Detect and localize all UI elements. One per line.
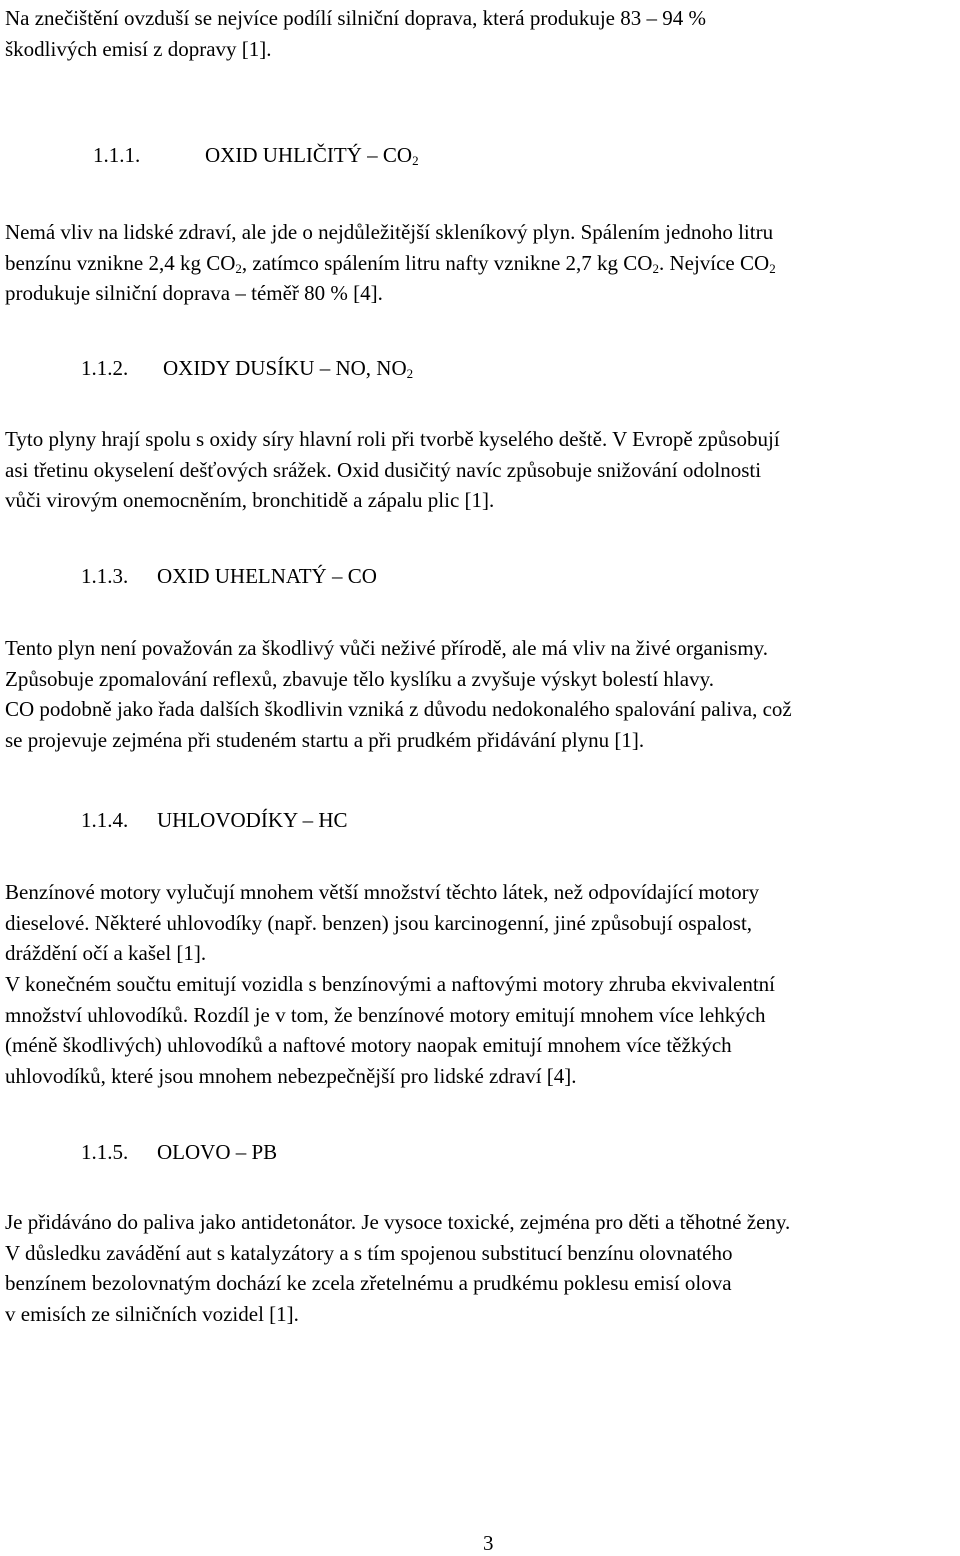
text-line: Tyto plyny hrají spolu s oxidy síry hlavní roli při tvorbě kyselého deště. V Evropě způsobují (5, 427, 780, 451)
text-line: dieselové. Některé uhlovodíky (např. benzen) jsou karcinogenní, jiné způsobují ospalost, (5, 910, 753, 935)
text-line: V konečném součtu emitují vozidla s benzínovými a naftovými motory zhruba ekvivalentní (5, 972, 776, 996)
text-line: Na znečištění ovzduší se nejvíce podílí silniční doprava, která produkuje 83 – 94 % (5, 6, 706, 30)
subscript: 2 (652, 260, 659, 276)
section-heading-co2 (93, 140, 419, 170)
section-paragraph-co (5, 633, 958, 755)
subscript: 2 (412, 153, 419, 168)
section-paragraph-nox (5, 424, 958, 516)
section-number: 1.1.4. (81, 808, 129, 832)
text-line: v emisích ze silničních vozidel [1]. (5, 1301, 299, 1326)
document-page (5, 0, 958, 1556)
section-heading-pb (81, 1137, 277, 1167)
text-line: CO podobně jako řada dalších škodlivin vzniká z důvodu nedokonalého spalování paliva, což (5, 697, 792, 721)
intro-paragraph (5, 3, 958, 64)
text-line: Nemá vliv na lidské zdraví, ale jde o nejdůležitější skleníkový plyn. Spálením jednoho litru (5, 220, 774, 244)
text-line: vůči virovým onemocněním, bronchitidě a zápalu plic [1]. (5, 488, 495, 512)
section-title: UHLOVODÍKY – HC (157, 808, 348, 832)
subscript: 2 (769, 260, 776, 276)
text-line: benzínem bezolovnatým dochází ke zcela zřetelnému a prudkému poklesu emisí olova (5, 1271, 732, 1295)
section-title: OLOVO – PB (157, 1140, 278, 1164)
section-heading-hc (81, 805, 348, 835)
text-line: škodlivých emisí z dopravy [1]. (5, 36, 272, 61)
page-number: 3 (483, 1531, 494, 1555)
text-line: Tento plyn není považován za škodlivý vůči neživé přírodě, ale má vliv na živé organismy. (5, 636, 769, 660)
text-line: Benzínové motory vylučují mnohem větší množství těchto látek, než odpovídající motory (5, 880, 760, 904)
text-line: V důsledku zavádění aut s katalyzátory a s tím spojenou substitucí benzínu olovnatého (5, 1240, 733, 1265)
section-title: OXID UHELNATÝ – CO (157, 564, 377, 588)
text-run: , zatímco spálením litru nafty vznikne 2,7 kg CO (241, 250, 653, 275)
section-paragraph-hc-2 (5, 969, 958, 1091)
text-line: Je přidáváno do paliva jako antidetonátor. Je vysoce toxické, zejména pro děti a těhotné ženy. (5, 1210, 791, 1234)
section-paragraph-hc (5, 877, 958, 969)
subscript: 2 (406, 366, 414, 381)
section-number: 1.1.1. (93, 143, 141, 167)
section-paragraph-co2 (5, 217, 958, 309)
text-line: množství uhlovodíků. Rozdíl je v tom, že benzínové motory emitují mnohem více lehkých (5, 1002, 766, 1027)
section-number: 1.1.3. (81, 564, 129, 588)
section-title: OXIDY DUSÍKU – NO, NO (163, 356, 407, 380)
subscript: 2 (235, 260, 242, 276)
text-line: dráždění očí a kašel [1]. (5, 941, 207, 965)
section-number: 1.1.2. (81, 356, 129, 380)
section-number: 1.1.5. (81, 1140, 129, 1164)
text-line: se projevuje zejména při studeném startu a při prudkém přidávání plynu [1]. (5, 727, 645, 752)
section-title: OXID UHLIČITÝ – CO (205, 143, 413, 167)
text-line: produkuje silniční doprava – téměř 80 % [4]. (5, 281, 383, 305)
text-run: benzínu vznikne 2,4 kg CO (5, 250, 236, 275)
section-paragraph-pb (5, 1207, 958, 1329)
text-line: (méně škodlivých) uhlovodíků a naftové motory naopak emitují mnohem více těžkých (5, 1033, 732, 1057)
text-line: asi třetinu okyselení dešťových srážek. Oxid dusičitý navíc způsobuje snižování odolnosti (5, 457, 762, 482)
section-heading-co (81, 561, 377, 591)
text-line: uhlovodíků, které jsou mnohem nebezpečnější pro lidské zdraví [4]. (5, 1063, 577, 1088)
text-run: . Nejvíce CO (658, 250, 770, 275)
section-heading-nox (81, 353, 413, 383)
text-line: Způsobuje zpomalování reflexů, zbavuje tělo kyslíku a zvyšuje výskyt bolestí hlavy. (5, 666, 714, 691)
text-line (5, 248, 958, 279)
